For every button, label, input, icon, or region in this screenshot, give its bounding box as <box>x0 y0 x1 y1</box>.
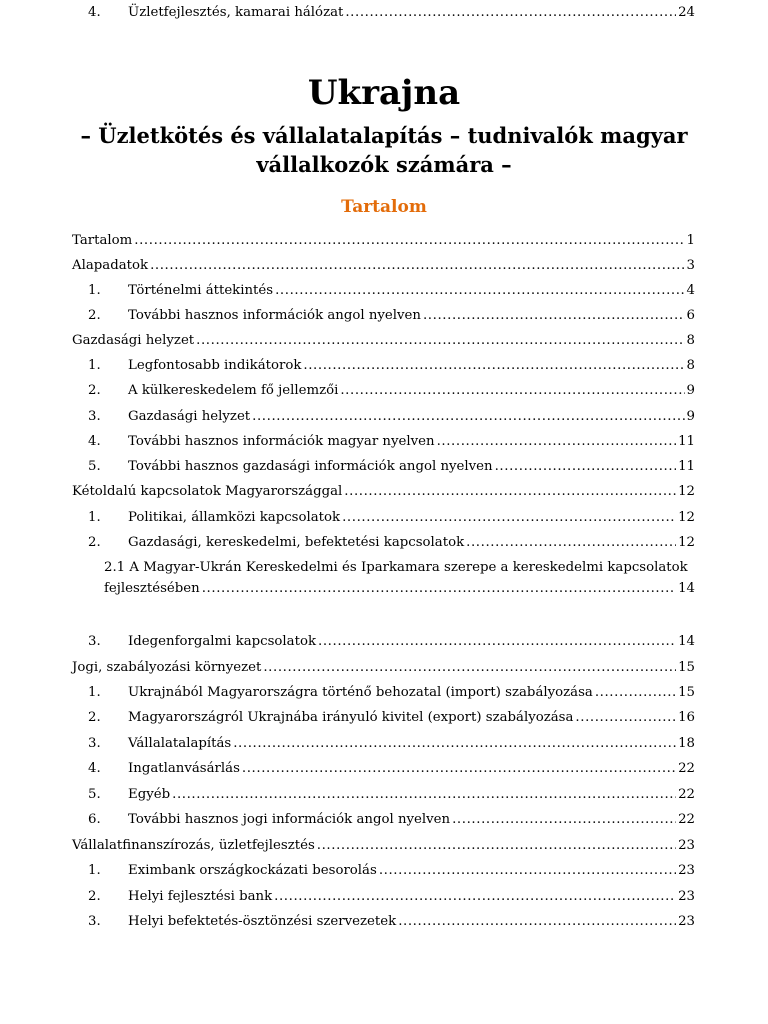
toc-page-number: 12 <box>678 484 695 499</box>
toc-page-number: 16 <box>678 710 695 725</box>
toc-entry[interactable] <box>88 404 695 426</box>
toc-entry-text: Ingatlanvásárlás <box>128 761 240 776</box>
toc-page-number: 15 <box>678 660 695 675</box>
toc-entry-number: 1. <box>88 863 101 878</box>
toc-entry-text: További hasznos gazdasági információk angol nyelven <box>128 459 493 474</box>
toc-entry-number: 1. <box>88 685 101 700</box>
toc-entry-text: Helyi befektetés-ösztönzési szervezetek <box>128 914 397 929</box>
toc-page-number: 3 <box>686 258 695 273</box>
toc-dot-leader <box>595 683 676 702</box>
toc-page-number: 8 <box>686 358 695 373</box>
toc-entry-text: Tartalom <box>72 233 133 248</box>
toc-entry-number: 3. <box>88 914 101 929</box>
toc-entry[interactable] <box>72 479 695 501</box>
toc-entry-text: Eximbank országkockázati besorolás <box>128 863 377 878</box>
toc-entry[interactable] <box>88 807 695 829</box>
toc-entry[interactable] <box>72 328 695 350</box>
toc-dot-leader <box>342 508 676 527</box>
toc-entry-text: Legfontosabb indikátorok <box>128 358 302 373</box>
toc-page-number: 8 <box>686 333 695 348</box>
toc-entry[interactable] <box>88 756 695 778</box>
toc-entry[interactable] <box>88 705 695 727</box>
toc-dot-leader <box>233 734 676 753</box>
toc-entry-text: Ukrajnából Magyarországra történő behozatal (import) szabályozása <box>128 685 593 700</box>
toc-entry-text: Vállalatalapítás <box>128 736 232 751</box>
toc-entry-number: 1. <box>88 358 101 373</box>
toc-page-number: 22 <box>678 812 695 827</box>
toc-entry[interactable] <box>88 782 695 804</box>
toc-entry-number: 4. <box>88 761 101 776</box>
toc-page-number: 6 <box>686 308 695 323</box>
toc-entry-number: 1. <box>88 283 101 298</box>
toc-page-number: 9 <box>686 383 695 398</box>
toc-page-number: 9 <box>686 409 695 424</box>
toc-dot-leader <box>466 533 676 552</box>
toc-entry-number: 6. <box>88 812 101 827</box>
toc-dot-leader <box>252 407 684 426</box>
toc-entry-number: 1. <box>88 510 101 525</box>
toc-entry[interactable] <box>88 530 695 552</box>
toc-entry[interactable] <box>88 378 695 400</box>
toc-entry[interactable] <box>88 278 695 300</box>
toc-dot-leader <box>317 836 676 855</box>
toc-dot-leader <box>150 256 684 275</box>
toc-entry-number: 2. <box>88 383 101 398</box>
toc-entry-text-continued: fejlesztésében <box>104 581 200 596</box>
toc-page-number: 22 <box>678 761 695 776</box>
toc-entry-continuation <box>104 578 695 599</box>
toc-entry-number: 2. <box>88 889 101 904</box>
toc-dot-leader <box>344 482 676 501</box>
toc-page-number: 12 <box>678 510 695 525</box>
toc-page-number: 4 <box>686 283 695 298</box>
toc-dot-leader <box>202 578 676 599</box>
toc-entry-text: Gazdasági, kereskedelmi, befektetési kapcsolatok <box>128 535 465 550</box>
toc-entry-number: 4. <box>88 5 101 20</box>
subtitle-line-2: vállalkozók számára – <box>256 152 512 177</box>
toc-dot-leader <box>495 457 676 476</box>
toc-dot-leader <box>275 281 684 300</box>
toc-entry-number: 2. <box>88 535 101 550</box>
subtitle-line-1: – Üzletkötés és vállalatalapítás – tudnivalók magyar <box>80 123 688 148</box>
toc-entry-number: 4. <box>88 434 101 449</box>
toc-entry[interactable] <box>88 353 695 375</box>
toc-dot-leader <box>318 632 676 651</box>
toc-entry-text: 2.1 A Magyar-Ukrán Kereskedelmi és Iparkamara szerepe a kereskedelmi kapcsolatok <box>104 560 688 575</box>
toc-entry-number: 5. <box>88 459 101 474</box>
toc-page-number: 23 <box>678 863 695 878</box>
toc-dot-leader <box>379 861 676 880</box>
toc-entry[interactable] <box>88 629 695 651</box>
toc-entry[interactable] <box>88 505 695 527</box>
toc-entry-number: 3. <box>88 634 101 649</box>
toc-entry[interactable] <box>88 429 695 451</box>
toc-entry-text: Alapadatok <box>72 258 149 273</box>
toc-dot-leader <box>423 306 685 325</box>
toc-entry-number: 2. <box>88 710 101 725</box>
toc-page-number: 12 <box>678 535 695 550</box>
toc-entry[interactable] <box>88 680 695 702</box>
toc-entry[interactable] <box>72 655 695 677</box>
toc-dot-leader <box>345 3 676 22</box>
toc-dot-leader <box>196 331 684 350</box>
toc-entry[interactable] <box>72 253 695 275</box>
toc-entry-text: A külkereskedelem fő jellemzői <box>128 383 339 398</box>
toc-page-number: 22 <box>678 787 695 802</box>
toc-dot-leader <box>303 356 684 375</box>
toc-dot-leader <box>274 887 676 906</box>
toc-page-number: 18 <box>678 736 695 751</box>
toc-entry[interactable] <box>88 858 695 880</box>
toc-entry-text: További hasznos jogi információk angol nyelven <box>128 812 451 827</box>
toc-page-number: 23 <box>678 889 695 904</box>
toc-entry-number: 5. <box>88 787 101 802</box>
toc-dot-leader <box>263 658 676 677</box>
toc-page-number: 1 <box>686 233 695 248</box>
toc-entry-text: Gazdasági helyzet <box>128 409 251 424</box>
toc-entry-number: 3. <box>88 409 101 424</box>
toc-entry-text: Vállalatfinanszírozás, üzletfejlesztés <box>72 838 315 853</box>
toc-dot-leader <box>452 810 676 829</box>
document-title: Ukrajna <box>307 73 461 113</box>
toc-page-number: 23 <box>678 838 695 853</box>
toc-page-number: 14 <box>678 634 695 649</box>
toc-dot-leader <box>172 785 676 804</box>
toc-dot-leader <box>437 432 677 451</box>
toc-dot-leader <box>575 708 676 727</box>
toc-entry-text: Helyi fejlesztési bank <box>128 889 273 904</box>
toc-entry[interactable] <box>72 228 695 250</box>
toc-heading: Tartalom <box>341 197 427 217</box>
toc-page-number: 14 <box>678 581 695 596</box>
toc-entry-text: További hasznos információk angol nyelven <box>128 308 421 323</box>
toc-entry[interactable] <box>88 884 695 906</box>
toc-entry-text: Jogi, szabályozási környezet <box>72 660 262 675</box>
toc-entry-text: Magyarországról Ukrajnába irányuló kivitel (export) szabályozása <box>128 710 574 725</box>
toc-entry[interactable] <box>88 0 695 22</box>
toc-entry-text: Üzletfejlesztés, kamarai hálózat <box>128 5 344 20</box>
toc-page-number: 24 <box>678 5 695 20</box>
toc-entry[interactable] <box>72 833 695 855</box>
toc-entry-text: Gazdasági helyzet <box>72 333 195 348</box>
toc-dot-leader <box>340 381 684 400</box>
toc-page-number: 23 <box>678 914 695 929</box>
toc-entry[interactable] <box>88 454 695 476</box>
toc-entry-number: 2. <box>88 308 101 323</box>
toc-entry-text: Idegenforgalmi kapcsolatok <box>128 634 317 649</box>
toc-entry[interactable] <box>104 557 695 601</box>
toc-entry-text: Egyéb <box>128 787 171 802</box>
toc-dot-leader <box>242 759 676 778</box>
toc-entry[interactable] <box>88 731 695 753</box>
toc-entry[interactable] <box>88 303 695 325</box>
toc-entry-text: Történelmi áttekintés <box>128 283 274 298</box>
toc-dot-leader <box>398 912 676 931</box>
toc-entry-text: Kétoldalú kapcsolatok Magyarországgal <box>72 484 343 499</box>
document-subtitle <box>0 121 768 179</box>
toc-page-number: 11 <box>678 434 695 449</box>
toc-dot-leader <box>134 231 684 250</box>
toc-entry[interactable] <box>88 909 695 931</box>
toc-entry-number: 3. <box>88 736 101 751</box>
toc-entry-text: További hasznos információk magyar nyelven <box>128 434 435 449</box>
toc-page-number: 15 <box>678 685 695 700</box>
toc-page-number: 11 <box>678 459 695 474</box>
toc-entry-text: Politikai, államközi kapcsolatok <box>128 510 341 525</box>
